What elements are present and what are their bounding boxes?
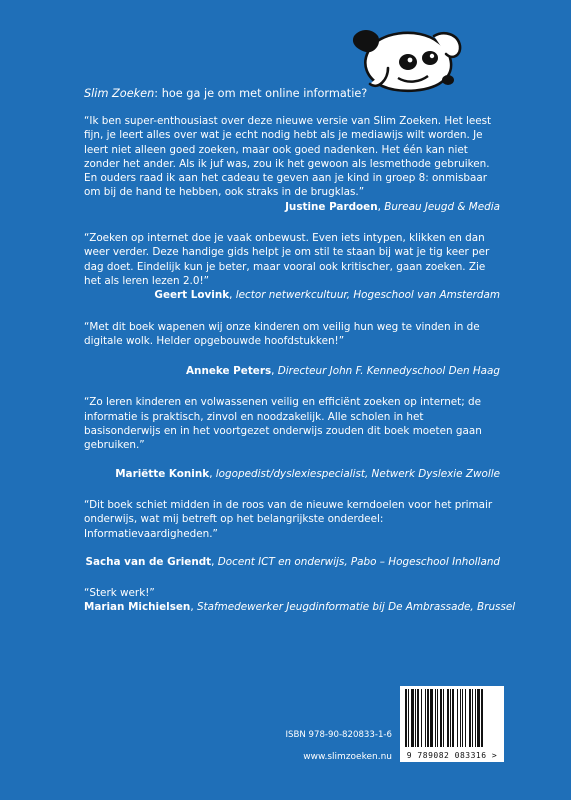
barcode-digits: 9 789082 083316 >	[406, 751, 498, 760]
author-name: Marian Michielsen	[84, 601, 191, 614]
quote-author: Sacha van de Griendt, Docent ICT en onderwijs, Pabo – Hogeschool Inholland	[85, 555, 500, 568]
author-name: Anneke Peters	[186, 365, 272, 378]
isbn-number: ISBN 978-90-820833-1-6	[285, 730, 392, 740]
quote-text: “Sterk werk!”	[84, 587, 155, 600]
author-role: lector netwerkcultuur, Hogeschool van Amsterdam	[235, 289, 500, 302]
quote-text: “Ik ben super-enthousiast over deze nieuwe versie van Slim Zoeken. Het leest fijn, je leert alles over wat je echt nodig hebt als je mediawijs wilt worden. Je leert niet alleen goed zoeken, maar ook goed nadenken. Het één kan niet zonder het ander. Als ik juf was, zou ik het gewoon als lesmethode gebruiken. En ouders raad ik aan het cadeau te geven aan je kind in groep 8: onmisbaar om bij de hand te hebben, ook straks in de brugklas.”	[84, 115, 492, 199]
author-name: Geert Lovink	[154, 289, 230, 302]
book-subtitle	[84, 86, 500, 101]
author-name: Justine Pardoen	[285, 200, 378, 213]
quote-author: Geert Lovink, lector netwerkcultuur, Hogeschool van Amsterdam	[154, 289, 500, 302]
quote-text: “Met dit boek wapenen wij onze kinderen om veilig hun weg te vinden in de digitale wolk. Helder opgebouwde hoofdstukken!”	[84, 320, 480, 347]
barcode-bars-icon	[403, 689, 501, 747]
author-name: Sacha van de Griendt	[85, 555, 212, 568]
book-title-rest: : hoe ga je om met online informatie?	[154, 87, 368, 100]
author-role: Bureau Jeugd & Media	[384, 200, 500, 213]
quote-text: “Dit boek schiet midden in de roos van de nieuwe kerndoelen voor het primair onderwijs, wat mij betreft op het belangrijkste onderdeel: Informatievaardigheden.”	[84, 498, 493, 540]
author-role: Directeur John F. Kennedyschool Den Haag	[277, 365, 500, 378]
isbn-barcode	[400, 686, 504, 762]
website-url[interactable]: www.slimzoeken.nu	[303, 752, 392, 762]
quote-author: Anneke Peters, Directeur John F. Kennedyschool Den Haag	[186, 365, 500, 378]
author-role: logopedist/dyslexiespecialist, Netwerk Dyslexie Zwolle	[215, 467, 500, 480]
quote-text: “Zoeken op internet doe je vaak onbewust. Even iets intypen, klikken en dan weer verder. Deze handige gids helpt je om stil te staan bij wat je tig keer per dag doet. Eindelijk kun je beter, maar vooral ook kritischer, gaan zoeken. Zie het als leren lezen 2.0!”	[84, 232, 490, 287]
author-role: Stafmedewerker Jeugdinformatie bij De Ambrassade, Brussel	[196, 601, 516, 614]
quote-author: Mariëtte Konink, logopedist/dyslexiespecialist, Netwerk Dyslexie Zwolle	[115, 467, 500, 480]
quote-text: “Zo leren kinderen en volwassenen veilig en efficiënt zoeken op internet; de informatie is praktisch, zinvol en noodzakelijk. Alle scholen in het basisonderwijs en in het voortgezet onderwijs zouden dit boek moeten gaan gebruiken.”	[84, 396, 482, 452]
author-role: Docent ICT en onderwijs, Pabo – Hogeschool Inholland	[217, 555, 500, 568]
quote-author: Marian Michielsen, Stafmedewerker Jeugdinformatie bij De Ambrassade, Brussel	[84, 601, 516, 614]
review-column	[84, 86, 516, 615]
author-name: Mariëtte Konink	[115, 467, 210, 480]
book-title-italic: Slim Zoeken	[84, 87, 155, 100]
quote-author: Justine Pardoen, Bureau Jeugd & Media	[285, 200, 500, 213]
